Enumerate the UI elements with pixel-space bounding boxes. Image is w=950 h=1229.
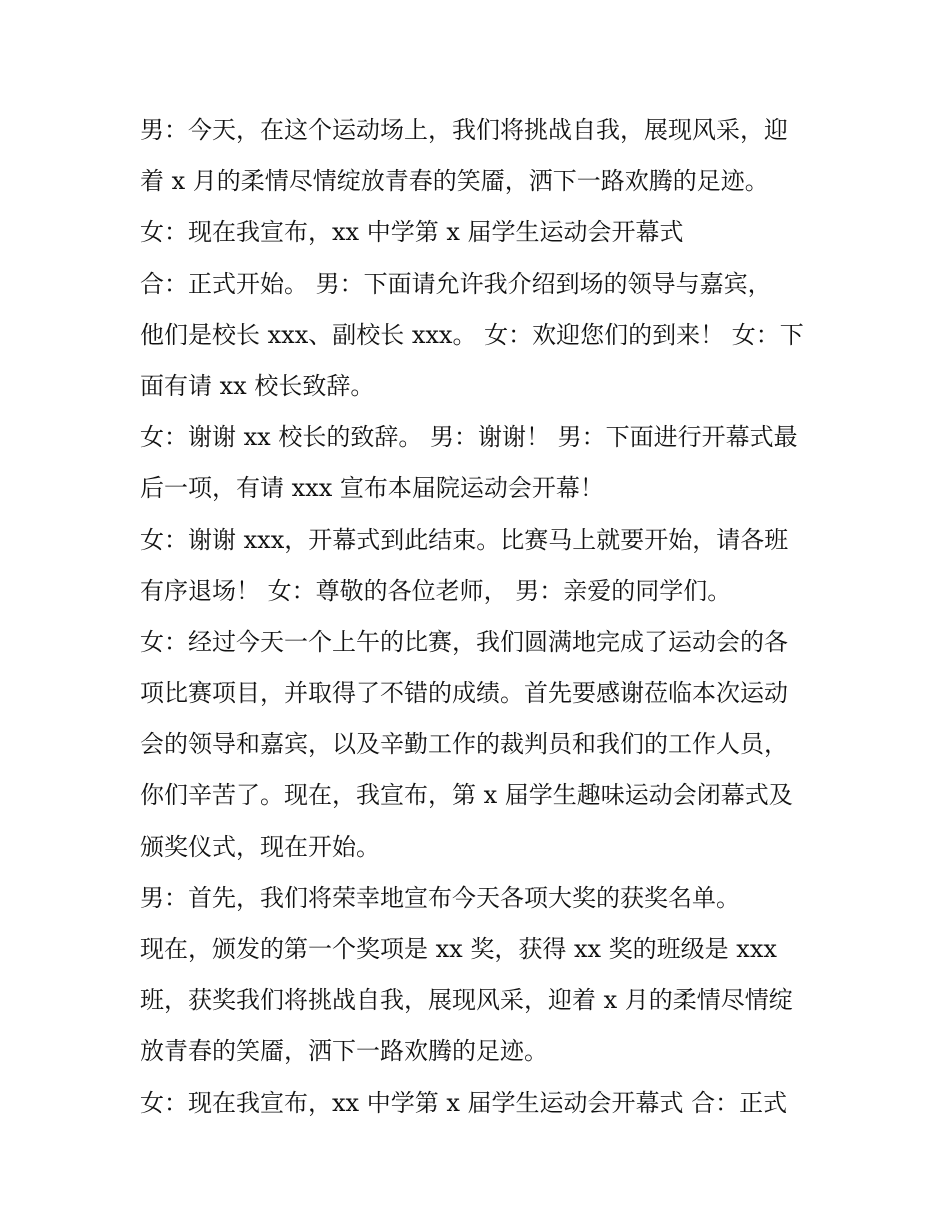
text-line-2: 着 x 月的柔情尽情绽放青春的笑靥，洒下一路欢腾的足迹。 [140,167,769,196]
text-line-16: 男：首先，我们将荣幸地宣布今天各项大奖的获奖名单。 [140,883,740,912]
text-line-15: 颁奖仪式，现在开始。 [140,832,380,861]
text-line-3: 女：现在我宣布，xx 中学第 x 届学生运动会开幕式 [140,218,684,247]
text-line-17: 现在，颁发的第一个奖项是 xx 奖，获得 xx 奖的班级是 xxx [140,935,777,963]
document-body [140,105,820,1129]
text-line-13: 会的领导和嘉宾，以及辛勤工作的裁判员和我们的工作人员， [140,730,788,759]
text-line-14: 你们辛苦了。现在，我宣布，第 x 届学生趣味运动会闭幕式及 [140,781,793,810]
text-line-10: 有序退场！ 女：尊敬的各位老师， 男：亲爱的同学们。 [140,576,732,605]
text-line-8: 后一项，有请 xxx 宣布本届院运动会开幕！ [140,474,604,503]
text-line-12: 项比赛项目，并取得了不错的成绩。首先要感谢莅临本次运动 [140,679,788,708]
text-line-5: 他们是校长 xxx、副校长 xxx。 女：欢迎您们的到来！ 女：下 [140,320,804,349]
text-line-1: 男：今天，在这个运动场上，我们将挑战自我，展现风采，迎 [140,116,788,144]
text-line-7: 女：谢谢 xx 校长的致辞。 男：谢谢！ 男：下面进行开幕式最 [140,423,798,452]
text-line-20: 女：现在我宣布，xx 中学第 x 届学生运动会开幕式 合：正式 [140,1088,788,1117]
text-line-9: 女：谢谢 xxx，开幕式到此结束。比赛马上就要开始，请各班 [140,525,789,554]
text-line-19: 放青春的笑靥，洒下一路欢腾的足迹。 [140,1037,548,1066]
text-line-11: 女：经过今天一个上午的比赛，我们圆满地完成了运动会的各 [140,627,788,656]
text-line-6: 面有请 xx 校长致辞。 [140,371,375,400]
text-line-4: 合：正式开始。 男：下面请允许我介绍到场的领导与嘉宾， [140,269,772,298]
text-line-18: 班，获奖我们将挑战自我，展现风采，迎着 x 月的柔情尽情绽 [140,986,793,1015]
